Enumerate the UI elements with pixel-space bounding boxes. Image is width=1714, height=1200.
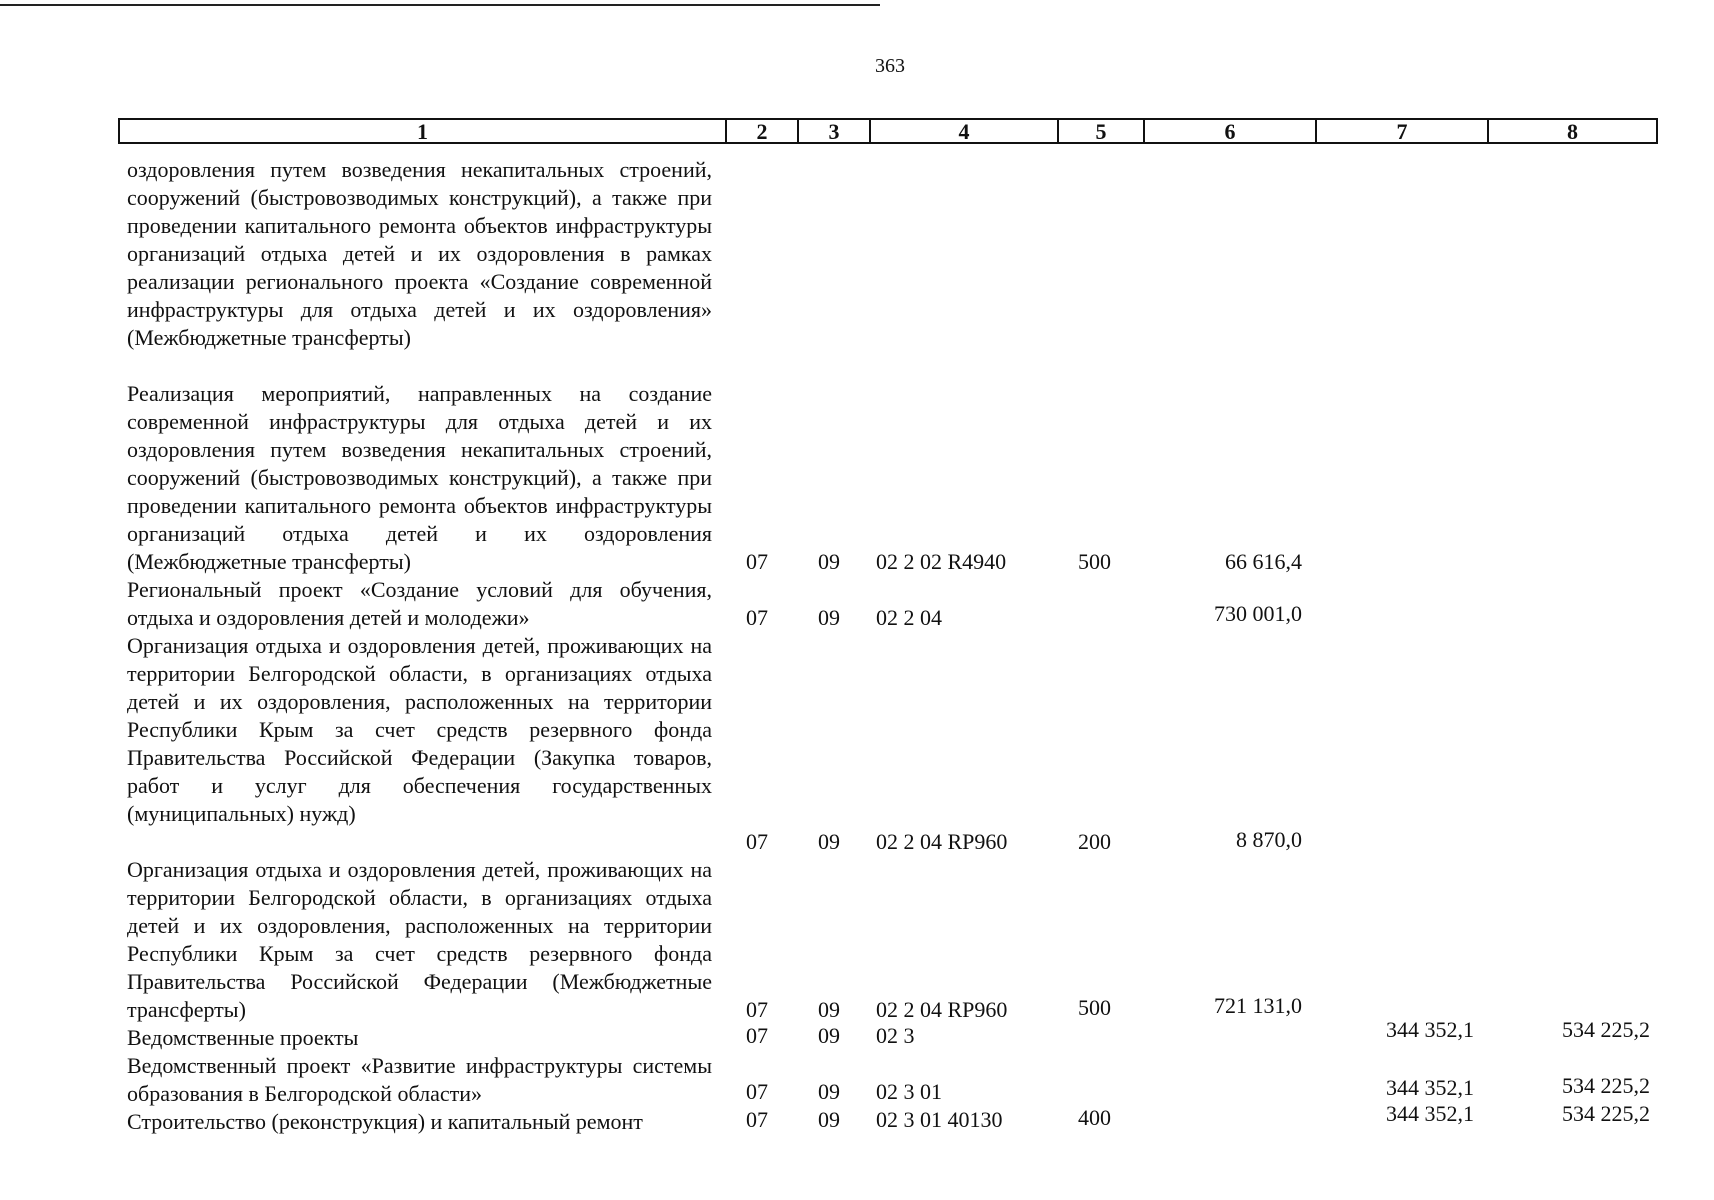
- row-expense-type: 200: [1078, 829, 1111, 854]
- header-col-3: 3: [797, 120, 869, 142]
- row-section-code: 07: [746, 997, 768, 1022]
- table-row: [127, 576, 712, 632]
- row-amount-col8: 534 225,2: [1562, 1073, 1650, 1098]
- row-target-code: 02 2 04: [876, 605, 942, 630]
- header-col-6: 6: [1143, 120, 1315, 142]
- row-section-code: 07: [746, 1079, 768, 1104]
- table-row: [127, 1024, 712, 1052]
- row-amount-col7: 344 352,1: [1386, 1017, 1474, 1042]
- row-amount-col8: 534 225,2: [1562, 1101, 1650, 1126]
- row-description: Строительство (реконструкция) и капитальный ремонт: [127, 1109, 643, 1134]
- row-subsection-code: 09: [818, 829, 840, 854]
- header-col-2: 2: [725, 120, 797, 142]
- table-row: [127, 1108, 712, 1136]
- table-row: [127, 856, 712, 1024]
- row-amount-col8: 534 225,2: [1562, 1017, 1650, 1042]
- row-description: Организация отдыха и оздоровления детей, проживающих на территории Белгородской области, в организациях отдыха детей и их оздоровления, расположенных на территории Республики Крым за счет средств резервного фонда Правительства Российской Федерации (Закупка товаров, работ и услуг для обеспечения государственных (муниципальных) нужд): [127, 633, 712, 826]
- top-rule: [0, 4, 880, 6]
- row-target-code: 02 2 04 RP960: [876, 997, 1008, 1022]
- page-number: 363: [875, 55, 905, 77]
- header-col-5: 5: [1057, 120, 1143, 142]
- row-target-code: 02 3: [876, 1023, 915, 1048]
- row-section-code: 07: [746, 549, 768, 574]
- row-subsection-code: 09: [818, 997, 840, 1022]
- row-description: Ведомственные проекты: [127, 1025, 359, 1050]
- row-target-code: 02 2 04 RP960: [876, 829, 1008, 854]
- header-col-1: 1: [417, 119, 428, 144]
- row-target-code: 02 3 01: [876, 1079, 942, 1104]
- row-amount-col7: 344 352,1: [1386, 1101, 1474, 1126]
- row-description: Региональный проект «Создание условий для обучения, отдыха и оздоровления детей и молодежи»: [127, 577, 712, 630]
- row-subsection-code: 09: [818, 1023, 840, 1048]
- row-amount-col6: 721 131,0: [1214, 993, 1302, 1018]
- row-description: оздоровления путем возведения некапитальных строений, сооружений (быстровозводимых конструкций), а также при проведении капитального ремонта объектов инфраструктуры организаций отдыха детей и их оздоровления в рамках реализации регионального проекта «Создание современной инфраструктуры для отдыха детей и их оздоровления» (Межбюджетные трансферты): [127, 157, 712, 350]
- row-subsection-code: 09: [818, 605, 840, 630]
- row-section-code: 07: [746, 1107, 768, 1132]
- table-row: [127, 156, 712, 352]
- header-col-8: 8: [1487, 120, 1656, 142]
- row-description: Ведомственный проект «Развитие инфраструктуры системы образования в Белгородской области»: [127, 1053, 712, 1106]
- row-expense-type: 400: [1078, 1105, 1111, 1130]
- row-section-code: 07: [746, 829, 768, 854]
- row-subsection-code: 09: [818, 1107, 840, 1132]
- row-section-code: 07: [746, 1023, 768, 1048]
- row-target-code: 02 2 02 R4940: [876, 549, 1007, 574]
- row-amount-col7: 344 352,1: [1386, 1075, 1474, 1100]
- row-description: Реализация мероприятий, направленных на создание современной инфраструктуры для отдыха детей и их оздоровления путем возведения некапитальных строений, сооружений (быстровозводимых конструкций), а также при проведении капитального ремонта объектов инфраструктуры организаций отдыха детей и их оздоровления (Межбюджетные трансферты): [127, 381, 712, 574]
- row-target-code: 02 3 01 40130: [876, 1107, 1003, 1132]
- row-subsection-code: 09: [818, 549, 840, 574]
- row-subsection-code: 09: [818, 1079, 840, 1104]
- table-row: [127, 380, 712, 576]
- table-row: [127, 632, 712, 828]
- row-amount-col6: 730 001,0: [1214, 601, 1302, 626]
- table-row: [127, 1052, 712, 1108]
- row-expense-type: 500: [1078, 995, 1111, 1020]
- row-amount-col6: 8 870,0: [1236, 827, 1302, 852]
- row-section-code: 07: [746, 605, 768, 630]
- header-col-4: 4: [869, 120, 1057, 142]
- row-amount-col6: 66 616,4: [1225, 549, 1302, 574]
- table-header: [118, 118, 1658, 144]
- header-col-7: 7: [1315, 120, 1487, 142]
- row-description: Организация отдыха и оздоровления детей, проживающих на территории Белгородской области, в организациях отдыха детей и их оздоровления, расположенных на территории Республики Крым за счет средств резервного фонда Правительства Российской Федерации (Межбюджетные трансферты): [127, 857, 712, 1022]
- row-expense-type: 500: [1078, 549, 1111, 574]
